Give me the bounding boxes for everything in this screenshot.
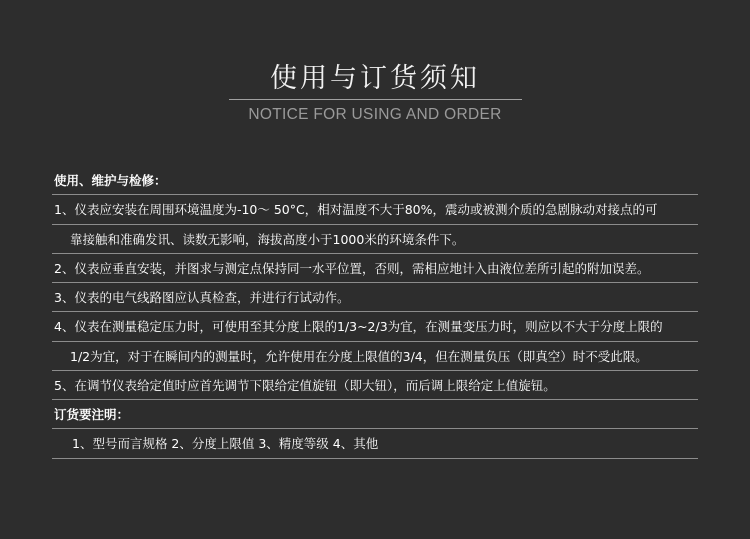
usage-line-text: 1/2为宜，对于在瞬间内的测量时，允许使用在分度上限值的3/4，但在测量负压（即真空）时不受此限。: [70, 349, 648, 364]
order-heading: 订货要注明：: [54, 407, 130, 422]
usage-line-text: 1、仪表应安装在周围环境温度为-10～ 50°C，相对温度不大于80%，震动或被测介质的急剧脉动对接点的可: [54, 202, 658, 217]
order-items-row: [52, 429, 698, 459]
page-title: 使用与订货须知: [270, 63, 480, 94]
usage-line-text: 5、在调节仪表给定值时应首先调节下限给定值旋钮（即大钮），而后调上限给定上值旋钮。: [54, 378, 556, 393]
usage-line-5: [52, 371, 698, 400]
usage-line-text: 3、仪表的电气线路图应认真检查，并进行行试动作。: [54, 290, 350, 305]
usage-line-2: [52, 254, 698, 283]
notice-content: [52, 166, 698, 459]
usage-line-text: 靠接触和准确发讯、读数无影响，海拔高度小于1000米的环境条件下。: [70, 232, 465, 247]
usage-line-1: [52, 195, 698, 225]
usage-line-4-cont: [52, 342, 698, 371]
usage-heading: 使用、维护与检修：: [54, 173, 167, 188]
usage-heading-row: [52, 166, 698, 195]
usage-line-text: 4、仪表在测量稳定压力时，可使用至其分度上限的1/3~2/3为宜，在测量变压力时，则应以不大于分度上限的: [54, 319, 663, 334]
page-header: [0, 0, 750, 140]
order-items: 1、型号而言规格 2、分度上限值 3、精度等级 4、其他: [72, 436, 379, 451]
usage-line-1-cont: [52, 225, 698, 254]
usage-line-text: 2、仪表应垂直安装，并图求与测定点保持同一水平位置，否则，需相应地计入由液位差所引起的附加误差。: [54, 261, 650, 276]
page-subtitle: NOTICE FOR USING AND ORDER: [248, 106, 502, 123]
usage-line-4: [52, 312, 698, 342]
title-divider: [229, 99, 522, 100]
order-heading-row: [52, 400, 698, 429]
usage-line-3: [52, 283, 698, 312]
